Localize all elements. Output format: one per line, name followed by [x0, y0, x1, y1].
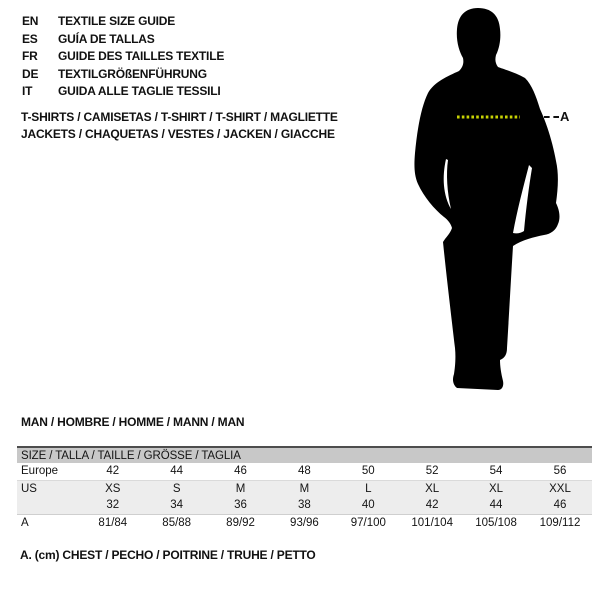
table-cell: 40 — [336, 497, 400, 514]
language-label: GUÍA DE TALLAS — [58, 31, 155, 46]
table-cell: 54 — [464, 463, 528, 480]
table-cell: XXL — [528, 480, 592, 497]
table-cell: 34 — [145, 497, 209, 514]
table-cell: 42 — [81, 463, 145, 480]
language-label: GUIDE DES TAILLES TEXTILE — [58, 49, 225, 63]
language-code: ES — [22, 31, 38, 46]
measurement-footnote: A. (cm) CHEST / PECHO / POITRINE / TRUHE / PETTO — [20, 548, 316, 562]
language-code: IT — [22, 84, 33, 98]
table-cell: M — [209, 480, 273, 497]
table-cell: 42 — [400, 497, 464, 514]
language-code: FR — [22, 49, 38, 63]
language-code: EN — [22, 14, 39, 28]
table-cell: 48 — [273, 463, 337, 480]
language-row-fr — [22, 48, 224, 66]
language-label: GUIDA ALLE TAGLIE TESSILI — [58, 84, 221, 98]
table-cell: XS — [81, 480, 145, 497]
table-cell: 101/104 — [411, 516, 453, 529]
size-table — [17, 448, 592, 531]
table-row-us — [17, 480, 592, 497]
table-cell: 97/100 — [350, 516, 386, 529]
category-jackets: JACKETS / CHAQUETAS / VESTES / JACKEN / GIACCHE — [21, 127, 335, 141]
table-cell: XL — [400, 480, 464, 497]
table-cell: 93/96 — [290, 516, 319, 529]
measure-label-a: A — [560, 109, 570, 124]
table-cell: 44 — [464, 497, 528, 514]
category-tshirts: T-SHIRTS / CAMISETAS / T-SHIRT / T-SHIRT / MAGLIETTE — [21, 110, 338, 124]
section-title-man: MAN / HOMBRE / HOMME / MANN / MAN — [21, 415, 245, 429]
table-cell: S — [145, 480, 209, 497]
language-row-it — [22, 83, 224, 101]
table-cell: M — [273, 480, 337, 497]
row-label: US — [17, 480, 81, 497]
row-label: Europe — [17, 463, 81, 480]
language-list — [22, 13, 224, 101]
table-cell: 85/88 — [162, 516, 192, 529]
man-silhouette-body — [414, 8, 559, 390]
table-cell: 36 — [209, 497, 273, 514]
table-cell: 105/108 — [475, 516, 517, 529]
table-row-numeric — [17, 497, 592, 514]
size-table-container — [17, 446, 592, 531]
row-label — [17, 497, 81, 514]
measure-pointer-dashes — [544, 116, 559, 118]
size-table-header-row — [17, 448, 592, 463]
table-cell: 50 — [336, 463, 400, 480]
size-table-header: SIZE / TALLA / TAILLE / GRÖSSE / TAGLIA — [17, 448, 592, 463]
table-cell: 89/92 — [226, 516, 255, 529]
language-label: TEXTILGRÖßENFÜHRUNG — [58, 66, 207, 81]
table-cell: 109/112 — [539, 516, 581, 529]
table-cell: 56 — [528, 463, 592, 480]
category-list — [21, 109, 338, 143]
table-cell: 46 — [528, 497, 592, 514]
table-cell: 32 — [81, 497, 145, 514]
man-silhouette-svg — [410, 5, 570, 395]
language-code: DE — [22, 66, 39, 81]
row-label: A — [21, 516, 29, 529]
table-cell: 38 — [273, 497, 337, 514]
table-cell: L — [336, 480, 400, 497]
language-row-en — [22, 13, 224, 31]
table-cell: 46 — [209, 463, 273, 480]
language-row-es — [22, 31, 224, 49]
table-cell: XL — [464, 480, 528, 497]
table-row-europe — [17, 463, 592, 480]
man-silhouette-figure — [410, 5, 570, 395]
language-label: TEXTILE SIZE GUIDE — [58, 14, 176, 28]
table-cell: 81/84 — [98, 516, 128, 529]
table-cell: 44 — [145, 463, 209, 480]
language-row-de — [22, 66, 224, 84]
table-row-chest-a — [17, 514, 592, 531]
table-cell: 52 — [400, 463, 464, 480]
